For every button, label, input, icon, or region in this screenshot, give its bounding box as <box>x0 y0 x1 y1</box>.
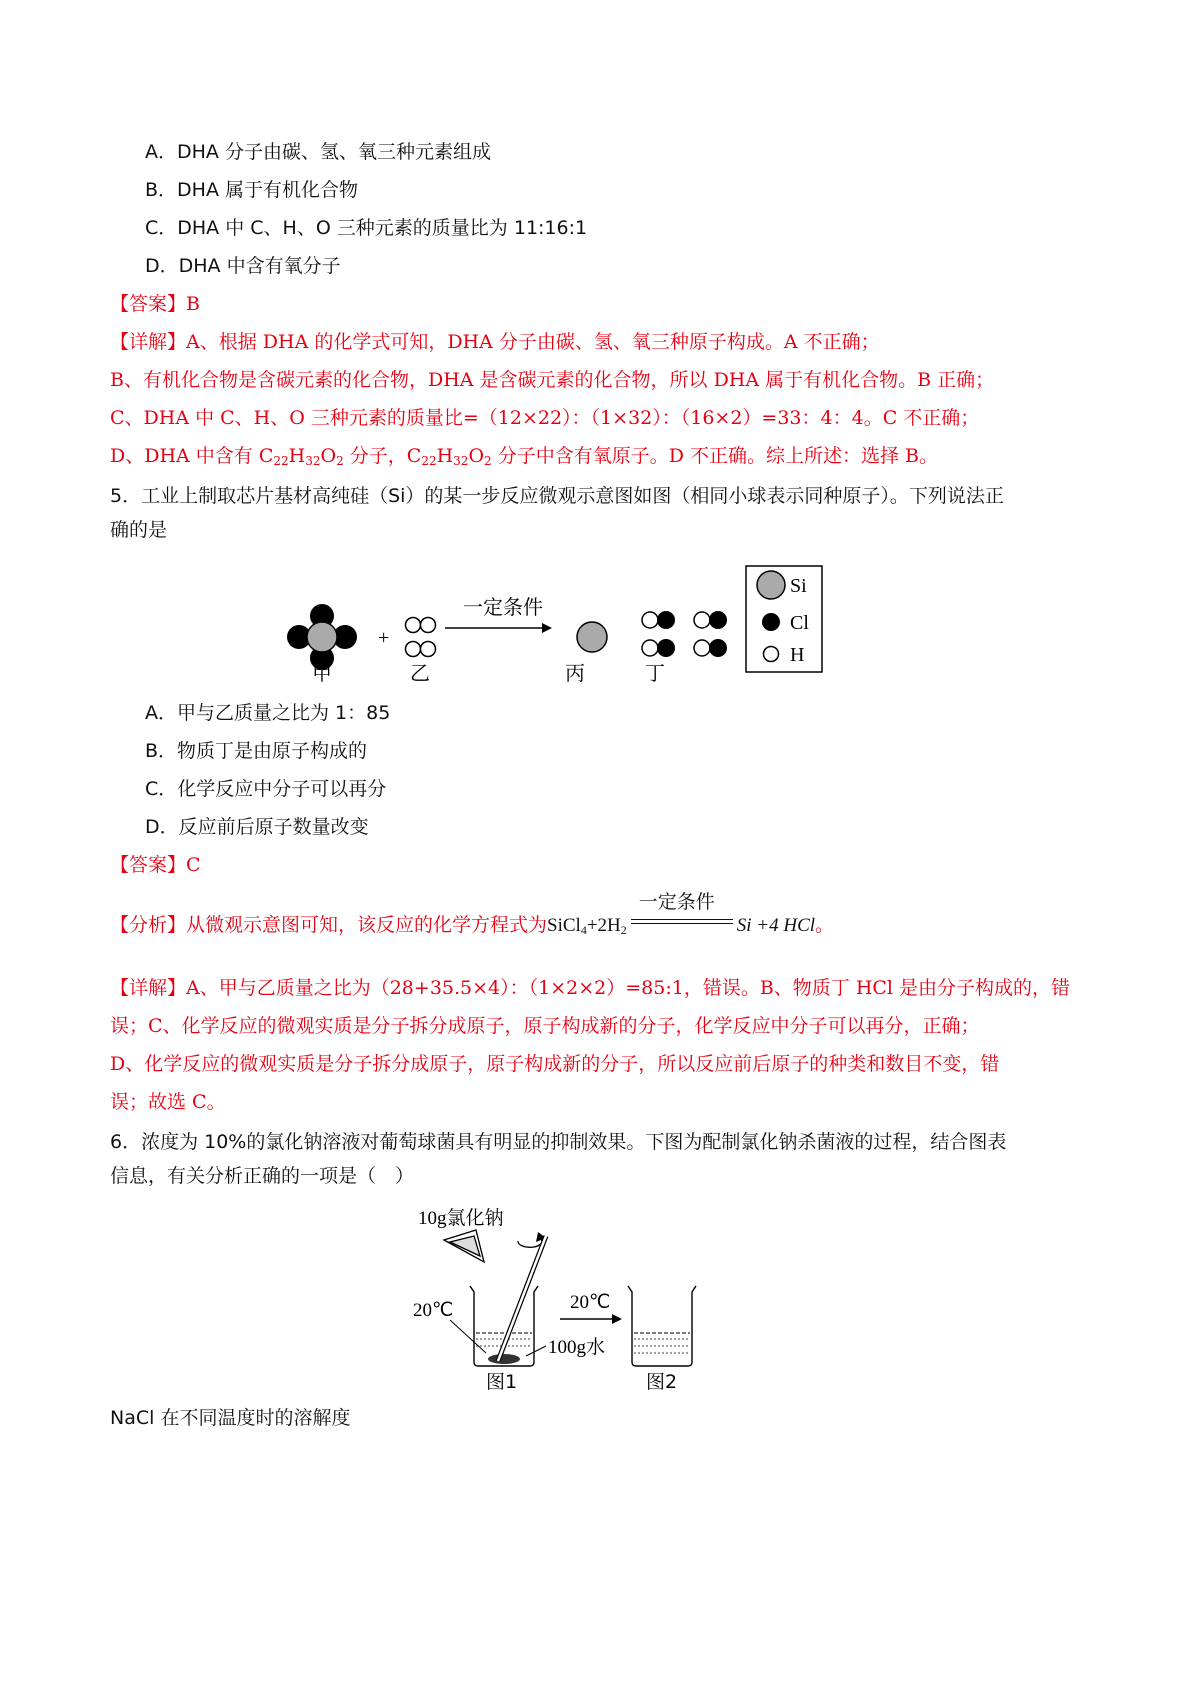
arrow-icon <box>445 623 552 633</box>
molecule-yi <box>406 618 436 657</box>
q4-detail-line: C、DHA 中 C、H、O 三种元素的质量比=（12×22）：（1×32）：（16×2）=33：4：4。C 不正确； <box>110 407 980 429</box>
plus-sign: + <box>378 627 390 649</box>
label-yi: 乙 <box>410 661 430 685</box>
equation: $SiCl_4+2H_2$ 一定条件 Si +4 HCl <box>547 891 816 937</box>
water-label: 100g水 <box>548 1337 606 1358</box>
beaker-1 <box>450 1236 546 1366</box>
weighing-paper-icon <box>444 1230 484 1262</box>
q4-detail-line-d: D、DHA 中含有 $C_{22}H_{32}O_2$ 分子，$C_{22}H_{32}O_2$ 分子中含有氧原子。D 不正确。综上所述：选择 B。 <box>110 445 938 468</box>
q5-option-a: A．甲与乙质量之比为 1：85 <box>145 702 391 724</box>
label-bing: 丙 <box>565 661 585 685</box>
legend-h: H <box>790 644 805 666</box>
q5-option-d: D．反应前后原子数量改变 <box>145 816 369 838</box>
q5-detail-line: D、化学反应的微观实质是分子拆分成原子，原子构成新的分子，所以反应前后原子的种类和数目不变，错 <box>110 1053 1000 1075</box>
q5-option-b: B．物质丁是由原子构成的 <box>145 740 368 762</box>
arrow-icon <box>560 1314 622 1324</box>
q5-option-c: C．化学反应中分子可以再分 <box>145 778 387 800</box>
label-jia: 甲 <box>312 661 332 685</box>
temp-label-1: 20℃ <box>413 1300 454 1321</box>
molecule-bing <box>577 622 607 652</box>
q4-detail-line: 【详解】A、根据 DHA 的化学式可知，DHA 分子由碳、氢、氧三种原子构成。A 不正确； <box>110 331 880 353</box>
q5-analysis: 【分析】从微观示意图可知，该反应的化学方程式为$SiCl_4+2H_2$ 一定条件 Si +4 HCl。 <box>110 891 835 937</box>
reaction-condition: 一定条件 <box>463 595 543 619</box>
q6-stem: 6．浓度为 10%的氯化钠溶液对葡萄球菌具有明显的抑制效果。下图为配制氯化钠杀菌液的过程，结合图表 <box>110 1131 1007 1153</box>
label-ding: 丁 <box>645 661 665 685</box>
q5-detail-line: 误；故选 C。 <box>110 1091 226 1113</box>
q6-stem: 信息，有关分析正确的一项是（ ） <box>110 1165 415 1187</box>
q4-detail-line: B、有机化合物是含碳元素的化合物，DHA 是含碳元素的化合物，所以 DHA 属于有机化合物。B 正确； <box>110 369 995 391</box>
beaker-2 <box>628 1286 696 1366</box>
legend-cl: Cl <box>790 612 809 634</box>
q4-option-a: A．DHA 分子由碳、氢、氧三种元素组成 <box>145 141 491 163</box>
legend-box <box>746 566 822 672</box>
q4-option-d: D．DHA 中含有氧分子 <box>145 255 341 277</box>
legend-si: Si <box>790 575 807 597</box>
salt-label: 10g氯化钠 <box>418 1208 504 1229</box>
q5-detail-line: 误；C、化学反应的微观实质是分子拆分成原子，原子构成新的分子，化学反应中分子可以再分，正确； <box>110 1015 980 1037</box>
q5-detail-line: 【详解】A、甲与乙质量之比为（28+35.5×4）：（1×2×2）=85:1，错误。B、物质丁 HCl 是由分子构成的，错 <box>110 977 1071 999</box>
q4-option-b: B．DHA 属于有机化合物 <box>145 179 358 201</box>
q4-answer: 【答案】B <box>110 293 200 315</box>
fig1-label: 图1 <box>486 1371 518 1393</box>
q5-answer: 【答案】C <box>110 854 201 876</box>
q5-stem: 确的是 <box>110 519 168 541</box>
table-caption: NaCl 在不同温度时的溶解度 <box>110 1407 351 1429</box>
reaction-diagram <box>280 560 880 700</box>
molecule-ding <box>642 611 727 657</box>
temp-label-2: 20℃ <box>570 1292 611 1313</box>
solution-diagram <box>400 1196 720 1396</box>
fig2-label: 图2 <box>646 1371 678 1393</box>
equation-condition: 一定条件 <box>631 911 733 931</box>
q4-option-c: C．DHA 中 C、H、O 三种元素的质量比为 11:16:1 <box>145 217 588 239</box>
q5-stem: 5．工业上制取芯片基材高纯硅（Si）的某一步反应微观示意图如图（相同小球表示同种原子）。下列说法正 <box>110 485 1004 507</box>
